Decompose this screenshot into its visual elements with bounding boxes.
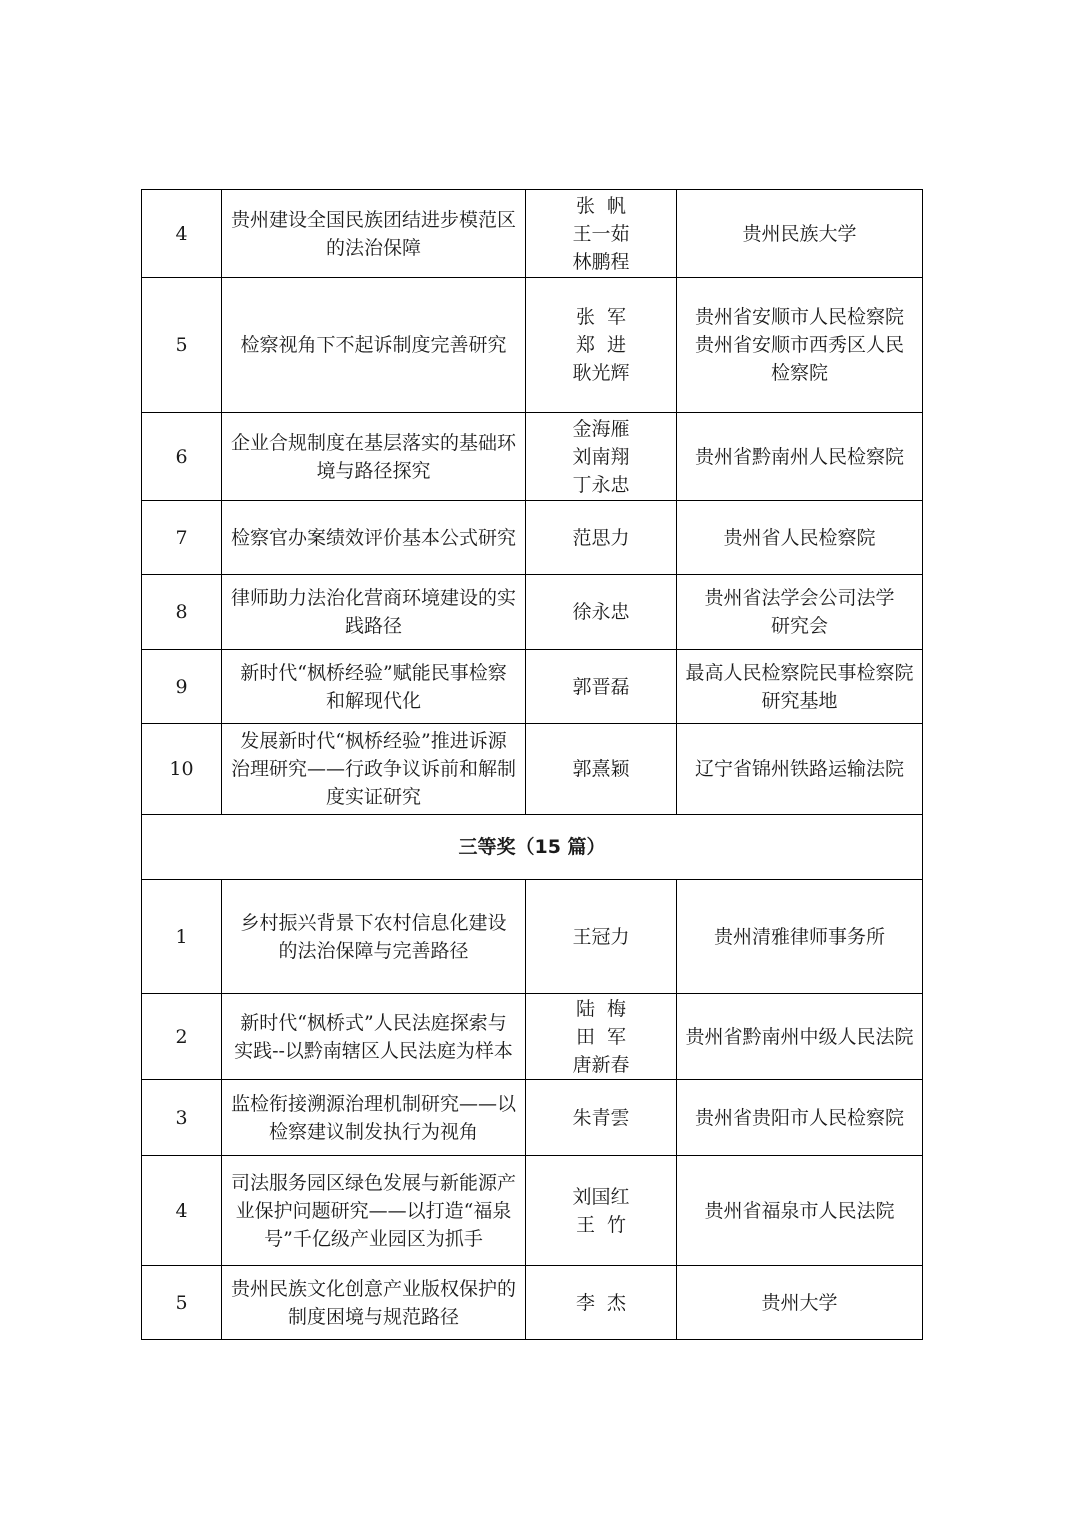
org-line: 贵州省黔南州人民检察院	[694, 445, 904, 468]
authors	[526, 880, 677, 994]
authors	[526, 724, 677, 815]
title-line: 制度困境与规范路径	[287, 1305, 459, 1328]
title-line: 发展新时代“枫桥经验”推进诉源	[240, 730, 507, 752]
org-line: 贵州省安顺市人民检察院	[694, 306, 904, 328]
organization	[677, 880, 923, 994]
author-name: 王 竹	[575, 1213, 627, 1236]
author-name: 徐永忠	[572, 601, 630, 623]
row-number: 6	[142, 413, 222, 501]
org-line: 检察院	[770, 362, 828, 384]
author-name: 王一茹	[572, 222, 630, 245]
author-name: 刘南翔	[572, 445, 630, 468]
table-row	[142, 1080, 923, 1156]
title-line: 践路径	[344, 615, 402, 637]
title-line: 监检衔接溯源治理机制研究——以	[230, 1092, 516, 1115]
author-name: 郭晋磊	[572, 675, 630, 698]
paper-title	[222, 190, 526, 278]
paper-title	[222, 994, 526, 1080]
title-line: 境与路径探究	[316, 459, 431, 482]
org-line: 贵州大学	[761, 1291, 838, 1314]
row-number: 4	[142, 1156, 222, 1266]
row-number: 10	[142, 724, 222, 815]
author-name: 朱青雲	[572, 1106, 630, 1129]
org-line: 贵州民族大学	[742, 222, 857, 245]
title-line: 治理研究——行政争议诉前和解制	[230, 758, 516, 780]
paper-title	[222, 880, 526, 994]
row-number: 5	[142, 278, 222, 413]
row-number: 9	[142, 650, 222, 724]
paper-title	[222, 650, 526, 724]
author-name: 耿光辉	[572, 362, 630, 384]
table-row	[142, 413, 923, 501]
organization	[677, 1156, 923, 1266]
organization	[677, 1080, 923, 1156]
authors	[526, 575, 677, 650]
org-line: 贵州省法学会公司法学	[704, 587, 895, 609]
org-line: 研究会	[770, 615, 828, 637]
title-line: 和解现代化	[325, 689, 421, 712]
authors	[526, 650, 677, 724]
organization	[677, 724, 923, 815]
paper-title	[222, 501, 526, 575]
org-line: 贵州省福泉市人民法院	[704, 1199, 895, 1222]
title-line: 司法服务园区绿色发展与新能源产	[230, 1171, 516, 1194]
author-name: 陆 梅	[575, 997, 627, 1020]
title-line: 检察视角下不起诉制度完善研究	[240, 334, 507, 356]
author-name: 李 杰	[575, 1291, 627, 1314]
author-name: 范思力	[572, 526, 630, 549]
paper-title	[222, 1080, 526, 1156]
row-number: 1	[142, 880, 222, 994]
section-header-row	[142, 815, 923, 880]
table-row	[142, 278, 923, 413]
table-row	[142, 190, 923, 278]
table-row	[142, 575, 923, 650]
section-title: 三等奖（15 篇）	[142, 815, 923, 880]
table-row	[142, 724, 923, 815]
author-name: 金海雁	[572, 417, 630, 440]
table-row	[142, 650, 923, 724]
title-line: 律师助力法治化营商环境建设的实	[230, 587, 516, 609]
authors	[526, 1080, 677, 1156]
org-line: 贵州省人民检察院	[723, 526, 876, 549]
awards-table	[141, 189, 923, 1340]
table-row	[142, 880, 923, 994]
author-name: 丁永忠	[572, 473, 630, 496]
paper-title	[222, 278, 526, 413]
author-name: 郑 进	[575, 334, 627, 356]
authors	[526, 1266, 677, 1340]
organization	[677, 413, 923, 501]
paper-title	[222, 724, 526, 815]
table-row	[142, 501, 923, 575]
author-name: 林鹏程	[572, 250, 630, 273]
title-line: 贵州民族文化创意产业版权保护的	[230, 1277, 516, 1300]
awards-table-body	[142, 190, 923, 1340]
row-number: 7	[142, 501, 222, 575]
title-line: 检察官办案绩效评价基本公式研究	[230, 526, 516, 549]
authors	[526, 413, 677, 501]
title-line: 度实证研究	[325, 786, 421, 808]
row-number: 8	[142, 575, 222, 650]
table-row	[142, 1156, 923, 1266]
org-line: 贵州省安顺市西秀区人民	[694, 334, 904, 356]
table-row	[142, 994, 923, 1080]
organization	[677, 650, 923, 724]
paper-title	[222, 1156, 526, 1266]
organization	[677, 501, 923, 575]
authors	[526, 278, 677, 413]
title-line: 企业合规制度在基层落实的基础环	[230, 431, 516, 454]
organization	[677, 575, 923, 650]
row-number: 4	[142, 190, 222, 278]
title-line: 实践--以黔南辖区人民法庭为样本	[234, 1039, 513, 1062]
authors	[526, 994, 677, 1080]
title-line: 乡村振兴背景下农村信息化建设	[240, 911, 507, 934]
paper-title	[222, 413, 526, 501]
org-line: 研究基地	[761, 689, 838, 712]
author-name: 张 帆	[575, 194, 627, 217]
title-line: 的法治保障	[325, 236, 421, 259]
organization	[677, 994, 923, 1080]
organization	[677, 278, 923, 413]
row-number: 2	[142, 994, 222, 1080]
row-number: 5	[142, 1266, 222, 1340]
author-name: 唐新春	[572, 1053, 630, 1076]
org-line: 最高人民检察院民事检察院	[685, 661, 914, 684]
title-line: 业保护问题研究——以打造“福泉	[235, 1199, 512, 1222]
org-line: 贵州省黔南州中级人民法院	[685, 1025, 914, 1048]
paper-title	[222, 1266, 526, 1340]
author-name: 张 军	[575, 306, 627, 328]
title-line: 号”千亿级产业园区为抓手	[264, 1227, 483, 1250]
authors	[526, 1156, 677, 1266]
title-line: 贵州建设全国民族团结进步模范区	[230, 208, 516, 231]
author-name: 郭熹颖	[572, 758, 630, 780]
table-row	[142, 1266, 923, 1340]
org-line: 辽宁省锦州铁路运输法院	[694, 758, 904, 780]
title-line: 新时代“枫桥式”人民法庭探索与	[240, 1011, 507, 1034]
org-line: 贵州清雅律师事务所	[713, 925, 885, 948]
row-number: 3	[142, 1080, 222, 1156]
title-line: 的法治保障与完善路径	[278, 939, 469, 962]
authors	[526, 190, 677, 278]
author-name: 刘国红	[572, 1185, 630, 1208]
paper-title	[222, 575, 526, 650]
title-line: 新时代“枫桥经验”赋能民事检察	[240, 661, 507, 684]
author-name: 王冠力	[572, 925, 630, 948]
author-name: 田 军	[575, 1025, 627, 1048]
organization	[677, 190, 923, 278]
org-line: 贵州省贵阳市人民检察院	[694, 1106, 904, 1129]
organization	[677, 1266, 923, 1340]
authors	[526, 501, 677, 575]
title-line: 检察建议制发执行为视角	[268, 1120, 478, 1143]
